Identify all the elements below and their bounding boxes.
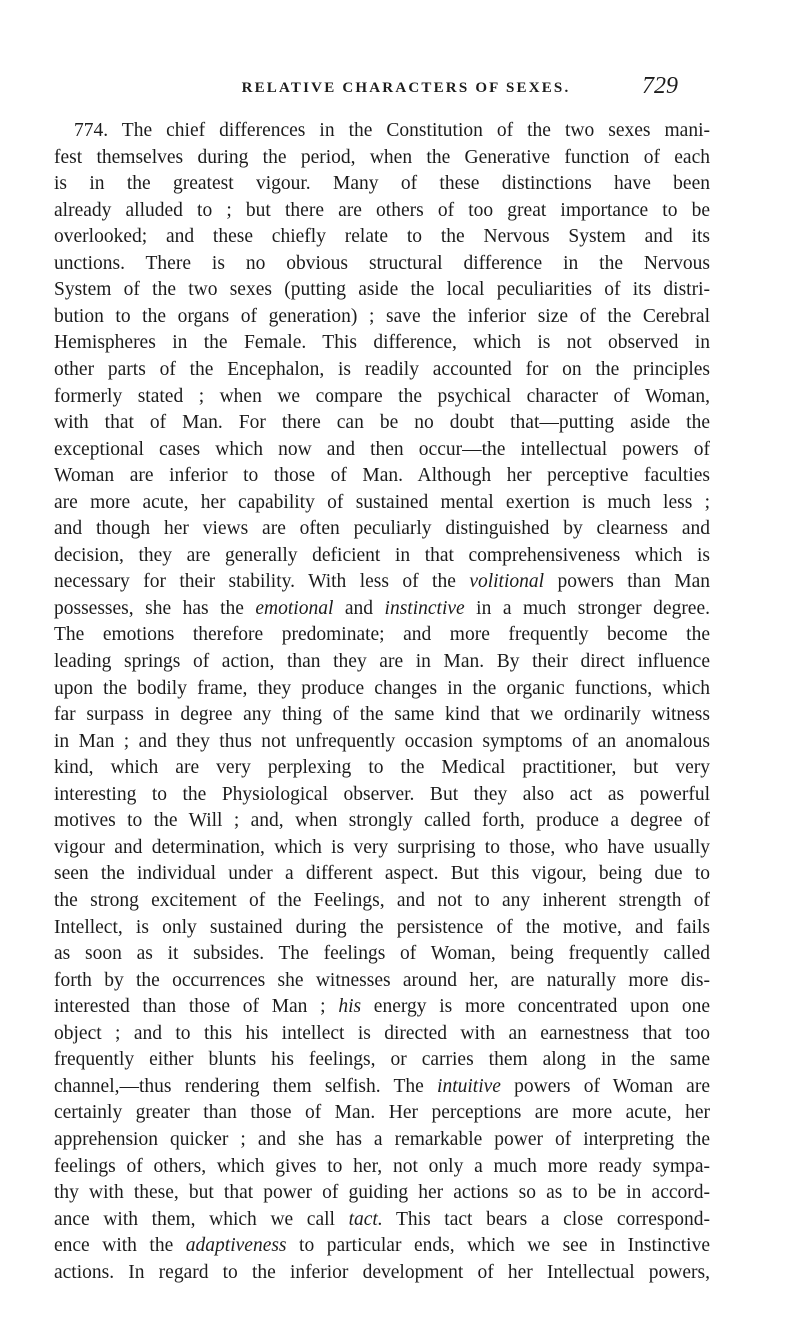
text-segment: thy with these, but that power of guiding her actions so as to be in accord- [54, 1182, 710, 1203]
text-line [54, 198, 710, 224]
text-line [54, 596, 710, 622]
emphasis-text: volitional [469, 571, 545, 593]
emphasis-text: his [338, 996, 362, 1018]
text-segment: vigour and determination, which is very surprising to those, who have usually [54, 836, 710, 858]
emphasis-text: intuitive [437, 1075, 501, 1097]
text-line [54, 808, 710, 834]
text-segment: 774. The chief differences in the Constitution of the two sexes mani- [74, 120, 710, 141]
text-line [54, 171, 710, 197]
text-segment: frequently either blunts his feelings, or carries them along in the same [54, 1049, 710, 1071]
text-segment: Intellect, is only sustained during the persistence of the motive, and fails [54, 916, 710, 938]
text-segment: seen the individual under a different aspect. But this vigour, being due to [54, 863, 710, 885]
text-line [54, 1154, 710, 1180]
text-segment: with that of Man. For there can be no doubt that—putting aside the [54, 412, 710, 434]
text-segment: Hemispheres in the Female. This difference, which is not observed in [54, 332, 710, 354]
text-segment: leading springs of action, than they are in Man. By their direct influence [54, 651, 710, 672]
text-segment: certainly greater than those of Man. Her perceptions are more acute, her [54, 1102, 710, 1124]
text-segment: ence with the [54, 1235, 186, 1257]
text-line [54, 437, 710, 463]
text-line [54, 1021, 710, 1047]
emphasis-text: instinctive [384, 597, 465, 619]
text-line [54, 622, 710, 648]
text-line [54, 224, 710, 250]
text-line [54, 994, 710, 1020]
text-segment: This tact bears a close correspond- [382, 1208, 710, 1230]
emphasis-text: emotional [255, 597, 334, 619]
text-segment: unctions. There is no obvious structural difference in the Nervous [54, 252, 710, 274]
text-line [54, 835, 710, 861]
text-segment: to particular ends, which we see in Instinctive [286, 1235, 710, 1257]
text-line [54, 384, 710, 410]
text-line [54, 915, 710, 941]
text-line [54, 490, 710, 516]
text-segment: are more acute, her capability of sustained mental exertion is much less ; [54, 491, 710, 513]
text-segment: far surpass in degree any thing of the same kind that we ordinarily witness [54, 704, 710, 726]
text-line [54, 782, 710, 808]
text-segment: object ; and to this his intellect is directed with an earnestness that too [54, 1022, 710, 1044]
text-segment: feelings of others, which gives to her, not only a much more ready sympa- [54, 1155, 710, 1177]
text-line [54, 676, 710, 702]
text-segment: as soon as it subsides. The feelings of Woman, being frequently called [54, 943, 710, 965]
text-segment: is in the greatest vigour. Many of these distinctions have been [54, 173, 710, 195]
text-segment: Woman are inferior to those of Man. Although her perceptive faculties [54, 465, 710, 487]
text-segment: the strong excitement of the Feelings, and not to any inherent strength of [54, 890, 710, 911]
text-line [54, 463, 710, 489]
text-line [54, 729, 710, 755]
text-line [54, 941, 710, 967]
text-line [54, 755, 710, 781]
text-segment: motives to the Will ; and, when strongly called forth, produce a degree of [54, 810, 710, 832]
text-line [54, 304, 710, 330]
text-segment: in a much stronger degree. [464, 597, 710, 619]
text-line [54, 861, 710, 887]
text-line [54, 277, 710, 303]
text-line [54, 410, 710, 436]
text-segment: The emotions therefore predominate; and more frequently become the [54, 624, 710, 646]
text-line [54, 357, 710, 383]
text-segment: decision, they are generally deficient in that comprehensiveness which is [54, 544, 710, 566]
text-line [54, 251, 710, 277]
text-segment: possesses, she has the [54, 597, 256, 619]
text-line [54, 145, 710, 171]
running-head: RELATIVE CHARACTERS OF SEXES. [241, 80, 571, 96]
text-segment: formerly stated ; when we compare the psychical character of Woman, [54, 385, 710, 407]
text-line [54, 1207, 710, 1233]
text-segment: kind, which are very perplexing to the Medical practitioner, but very [54, 757, 710, 779]
text-segment: apprehension quicker ; and she has a remarkable power of interpreting the [54, 1128, 710, 1150]
text-segment: actions. In regard to the inferior development of her Intellectual powers, [54, 1261, 710, 1283]
text-line [54, 1127, 710, 1153]
text-line [54, 702, 710, 728]
text-line [54, 888, 710, 914]
text-line [54, 1180, 710, 1206]
text-line [54, 1047, 710, 1073]
text-line [54, 569, 710, 595]
text-segment: System of the two sexes (putting aside the local peculiarities of its distri- [54, 279, 710, 301]
text-segment: already alluded to ; but there are others of too great importance to be [54, 199, 710, 221]
text-segment: and though her views are often peculiarly distinguished by clearness and [54, 518, 710, 540]
text-segment: ance with them, which we call [54, 1208, 349, 1230]
text-segment: interesting to the Physiological observer. But they also act as powerful [54, 783, 710, 805]
text-segment: overlooked; and these chiefly relate to the Nervous System and its [54, 226, 710, 248]
text-segment: other parts of the Encephalon, is readily accounted for on the principles [54, 359, 710, 380]
text-segment: energy is more concentrated upon one [361, 996, 710, 1018]
text-line [54, 649, 710, 675]
text-segment: powers than Man [544, 571, 710, 593]
text-line [54, 1260, 710, 1286]
text-line [54, 1233, 710, 1259]
text-segment: interested than those of Man ; [54, 996, 339, 1018]
text-line [54, 968, 710, 994]
text-line [74, 118, 710, 144]
text-line [54, 516, 710, 542]
text-segment: necessary for their stability. With less of the [54, 571, 470, 593]
text-segment: forth by the occurrences she witnesses around her, are naturally more dis- [54, 969, 710, 991]
emphasis-text: adaptiveness [185, 1235, 287, 1257]
emphasis-text: tact. [348, 1208, 383, 1230]
text-segment: exceptional cases which now and then occur—the intellectual powers of [54, 438, 710, 460]
text-segment: and [333, 597, 385, 619]
text-segment: upon the bodily frame, they produce changes in the organic functions, which [54, 677, 710, 699]
text-segment: channel,—thus rendering them selfish. The [54, 1075, 438, 1097]
text-segment: in Man ; and they thus not unfrequently occasion symptoms of an anomalous [54, 730, 710, 752]
text-line [54, 1100, 710, 1126]
text-line [54, 330, 710, 356]
text-line [54, 543, 710, 569]
text-segment: fest themselves during the period, when the Generative function of each [54, 146, 710, 168]
text-segment: powers of Woman are [500, 1075, 710, 1097]
text-segment: bution to the organs of generation) ; save the inferior size of the Cerebral [54, 305, 710, 327]
text-line [54, 1074, 710, 1100]
page-number: 729 [642, 73, 678, 99]
